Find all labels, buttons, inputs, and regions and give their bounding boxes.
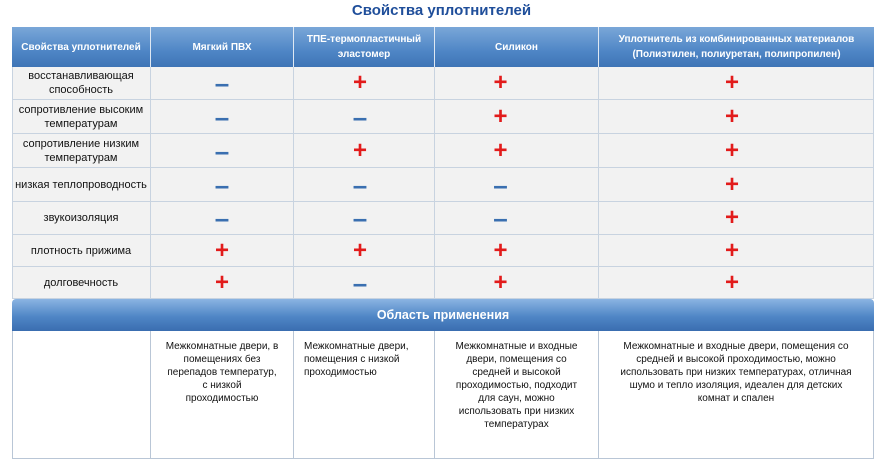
plus-icon: + (724, 102, 739, 130)
plus-icon: + (493, 102, 508, 130)
rating-cell (294, 67, 435, 100)
minus-icon: – (214, 68, 230, 98)
properties-table (12, 27, 874, 459)
plus-icon: + (493, 236, 508, 264)
rating-cell (435, 235, 599, 267)
minus-icon: – (352, 203, 368, 233)
plus-icon: + (724, 204, 739, 231)
property-row-label (12, 235, 151, 267)
plus-icon: + (493, 69, 508, 96)
rating-cell (599, 235, 874, 267)
rating-cell (151, 202, 294, 235)
property-label-text: сопротивление высоким температурам (18, 103, 144, 130)
rating-cell (151, 134, 294, 168)
property-row-label (12, 134, 151, 168)
rating-cell (435, 168, 599, 202)
plus-icon: + (352, 236, 367, 264)
plus-icon: + (493, 268, 508, 296)
minus-icon: – (493, 169, 508, 200)
plus-icon: + (724, 236, 739, 264)
application-cell-empty (12, 331, 151, 459)
rating-cell (599, 267, 874, 299)
application-cell-combined: Межкомнатные и входные двери, помещения со средней и высокой проходимостью, можно использовать при низких температурах, отличная шумо и тепло изоляция, идеален для детских комнат и спален (599, 331, 874, 459)
minus-icon: – (214, 203, 230, 233)
rating-cell (435, 67, 599, 100)
property-label-text: восстанавливающая способность (28, 70, 134, 96)
rating-cell (151, 67, 294, 100)
header-properties: Свойства уплотнителей (12, 27, 151, 67)
minus-icon: – (352, 101, 368, 132)
property-label-text: плотность прижима (30, 244, 132, 257)
plus-icon: + (724, 268, 739, 296)
property-row-label (12, 168, 151, 202)
application-cell-silicone: Межкомнатные и входные двери, помещения со средней и высокой проходимостью, подходит для саун, можно использовать при низких температурах (435, 331, 599, 459)
header-silicone: Силикон (435, 27, 599, 67)
plus-icon: + (724, 170, 739, 198)
minus-icon: – (352, 267, 368, 298)
rating-cell (294, 202, 435, 235)
property-label-text: звукоизоляция (43, 212, 119, 224)
rating-cell (151, 267, 294, 299)
property-label-text: долговечность (43, 276, 119, 289)
plus-icon: + (724, 69, 739, 96)
plus-icon: + (724, 136, 739, 164)
rating-cell (599, 202, 874, 235)
rating-cell (435, 267, 599, 299)
rating-cell (599, 168, 874, 202)
application-cell-tpe: Межкомнатные двери, помещения с низкой проходимостью (294, 331, 435, 459)
property-row-label (12, 202, 151, 235)
rating-cell (599, 100, 874, 134)
minus-icon: – (493, 203, 508, 233)
rating-cell (151, 168, 294, 202)
plus-icon: + (214, 268, 229, 296)
header-pvc: Мягкий ПВХ (151, 27, 294, 67)
page-title: Свойства уплотнителей (351, 2, 532, 19)
rating-cell (294, 100, 435, 134)
section-application-title: Область применения (12, 299, 874, 331)
rating-cell (599, 67, 874, 100)
application-cell-pvc: Межкомнатные двери, в помещениях без перепадов температур, с низкой проходимостью (151, 331, 294, 459)
rating-cell (151, 235, 294, 267)
plus-icon: + (493, 136, 508, 164)
plus-icon: + (352, 69, 367, 96)
minus-icon: – (214, 135, 230, 166)
rating-cell (435, 134, 599, 168)
header-combined: Уплотнитель из комбинированных материалов (Полиэтилен, полиуретан, полипропилен) (599, 27, 874, 67)
plus-icon: + (214, 236, 229, 264)
property-row-label (12, 100, 151, 134)
minus-icon: – (352, 169, 368, 200)
rating-cell (294, 134, 435, 168)
minus-icon: – (214, 169, 230, 200)
plus-icon: + (352, 136, 367, 164)
rating-cell (294, 235, 435, 267)
rating-cell (435, 100, 599, 134)
property-row-label (12, 267, 151, 299)
minus-icon: – (214, 101, 230, 132)
property-label-text: низкая теплопроводность (15, 178, 147, 191)
property-label-text: сопротивление низким температурам (22, 137, 140, 164)
rating-cell (599, 134, 874, 168)
header-tpe: ТПЕ-термопластичный эластомер (294, 27, 435, 67)
rating-cell (294, 267, 435, 299)
property-row-label (12, 67, 151, 100)
rating-cell (151, 100, 294, 134)
rating-cell (294, 168, 435, 202)
rating-cell (435, 202, 599, 235)
